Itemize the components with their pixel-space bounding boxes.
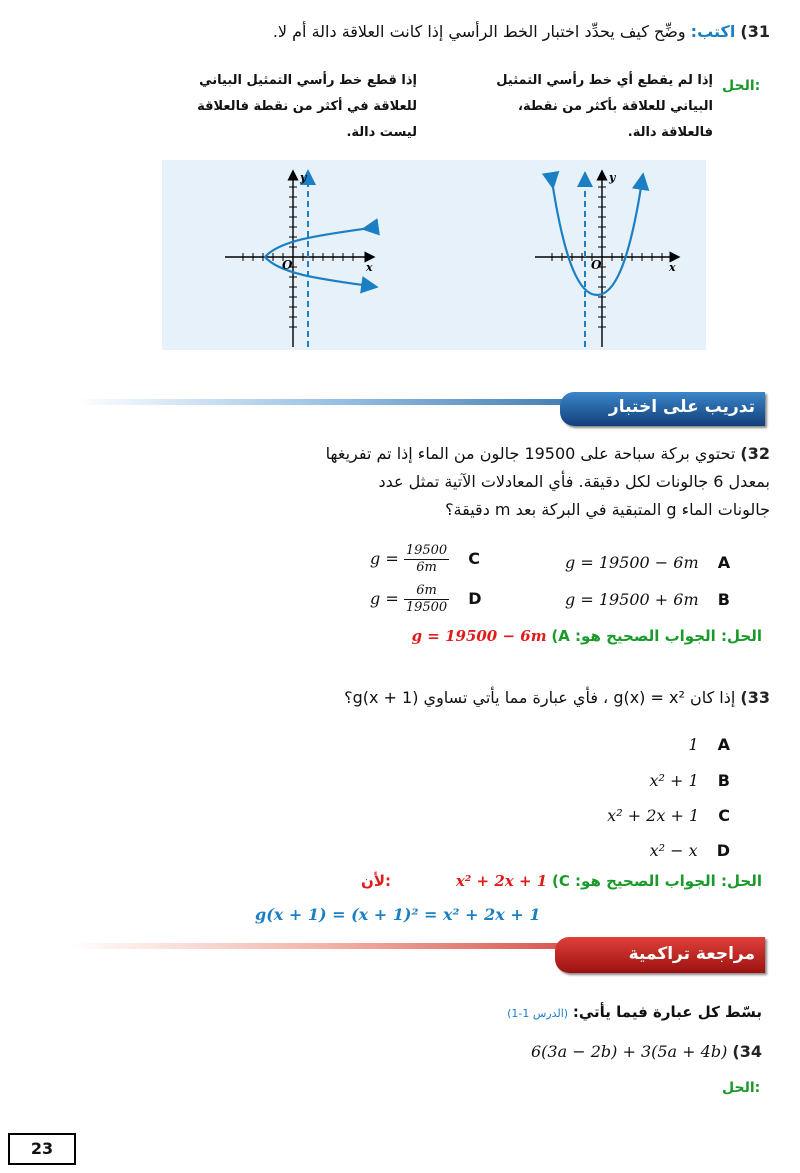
page-number xyxy=(8,1133,76,1165)
choice-expression: g = 19500 + 6m xyxy=(565,590,699,609)
q32-line: جالونات الماء g المتبقية في البركة بعد m دقيقة؟ xyxy=(445,500,770,519)
q32-line: بمعدل 6 جالونات لكل دقيقة. فأي المعادلات الآتية تمثل عدد xyxy=(378,472,770,491)
q32-solution xyxy=(400,627,762,645)
origin-label: O xyxy=(282,258,293,272)
denominator: 6m xyxy=(416,560,437,575)
q34-expr: 6(3a − 2b) + 3(5a + 4b) xyxy=(530,1042,728,1061)
choice-lhs: g = xyxy=(370,589,399,608)
q32-choice-b xyxy=(565,590,730,609)
q34-solution-label: الحل: xyxy=(722,1080,761,1096)
q34-instruction-text: بسّط كل عبارة فيما يأتي: xyxy=(572,1003,762,1021)
q33-choice-d xyxy=(560,841,730,860)
lesson-reference: (الدرس 1-1) xyxy=(507,1007,569,1020)
q31-prompt xyxy=(230,22,770,41)
page-number-text: 23 xyxy=(30,1139,54,1158)
numerator: 19500 xyxy=(405,543,448,558)
q31-not-function-explanation: إذا قطع خط رأسي التمثيل البياني للعلاقة في أكثر من نقطة فالعلاقة ليست دالة. xyxy=(197,73,417,140)
q32-answer: g = 19500 − 6m xyxy=(411,627,547,645)
x-axis-label: x xyxy=(366,261,373,274)
q33-solution-label: الحل: الجواب الصحيح هو: C) xyxy=(551,872,762,890)
q34-expression xyxy=(520,1042,762,1061)
section-title: مراجعة تراكمية xyxy=(628,944,755,964)
q32-choice-a xyxy=(565,553,730,572)
q32-choice-d xyxy=(370,583,482,616)
q33-choice-b xyxy=(560,771,730,790)
choice-expression: x² − x xyxy=(649,841,698,860)
choice-letter: D xyxy=(716,841,730,860)
choice-expression: 1 xyxy=(688,735,699,754)
y-axis-label: y xyxy=(300,171,307,184)
q32-line: تحتوي بركة سباحة على 19500 جالون من الماء إذا تم تفريغها xyxy=(325,444,736,463)
choice-letter: C xyxy=(468,549,481,568)
q33-answer: x² + 2x + 1 xyxy=(455,872,548,890)
numerator: 6m xyxy=(404,583,449,600)
q33-because: لأن: xyxy=(361,872,392,890)
q31-keyword: اكتب: xyxy=(690,22,736,41)
q31-function-explanation: إذا لم يقطع أي خط رأسي التمثيل البياني للعلاقة بأكثر من نقطة، فالعلاقة دالة. xyxy=(496,73,713,140)
choice-letter: D xyxy=(468,589,482,608)
choice-letter: B xyxy=(717,590,730,609)
fraction xyxy=(404,543,449,576)
choice-letter: A xyxy=(717,735,730,754)
choice-letter: B xyxy=(717,771,730,790)
q32-solution-label: الحل: الجواب الصحيح هو: A) xyxy=(551,627,762,645)
q31-number: 31) xyxy=(740,22,770,41)
not-function-graph xyxy=(220,165,385,350)
section-title: تدريب على اختبار xyxy=(608,397,755,417)
q34-instruction xyxy=(440,1003,762,1021)
q34-number: (34 xyxy=(732,1042,762,1061)
choice-letter: C xyxy=(718,806,730,825)
choice-letter: A xyxy=(717,553,731,572)
q33-question: إذا كان g(x) = x² ، فأي عبارة مما يأتي تساوي g(x + 1)؟ xyxy=(344,688,736,707)
q33-choice-c xyxy=(560,806,730,825)
choice-lhs: g = xyxy=(370,549,399,568)
q32-choice-c xyxy=(370,543,480,576)
q32-text xyxy=(290,440,770,524)
x-axis-label: x xyxy=(669,261,676,274)
choice-expression: x² + 1 xyxy=(649,771,699,790)
q33-number: 33) xyxy=(740,688,770,707)
y-axis-label: y xyxy=(609,171,616,184)
fraction xyxy=(404,583,449,616)
q33-choice-a xyxy=(560,735,730,754)
function-graph xyxy=(530,165,690,350)
denominator: 19500 xyxy=(405,600,448,615)
q33-derivation: g(x + 1) = (x + 1)² = x² + 2x + 1 xyxy=(255,905,541,924)
origin-label: O xyxy=(591,258,602,272)
choice-expression: g = 19500 − 6m xyxy=(565,553,699,572)
choice-expression: x² + 2x + 1 xyxy=(607,806,700,825)
q31-solution-label: الحل: xyxy=(722,78,761,94)
q31-text: وضِّح كيف يحدِّد اختبار الخط الرأسي إذا كانت العلاقة دالة أم لا. xyxy=(272,22,686,41)
q32-number: 32) xyxy=(740,444,770,463)
q33-text xyxy=(330,688,770,707)
q33-solution xyxy=(360,872,762,890)
